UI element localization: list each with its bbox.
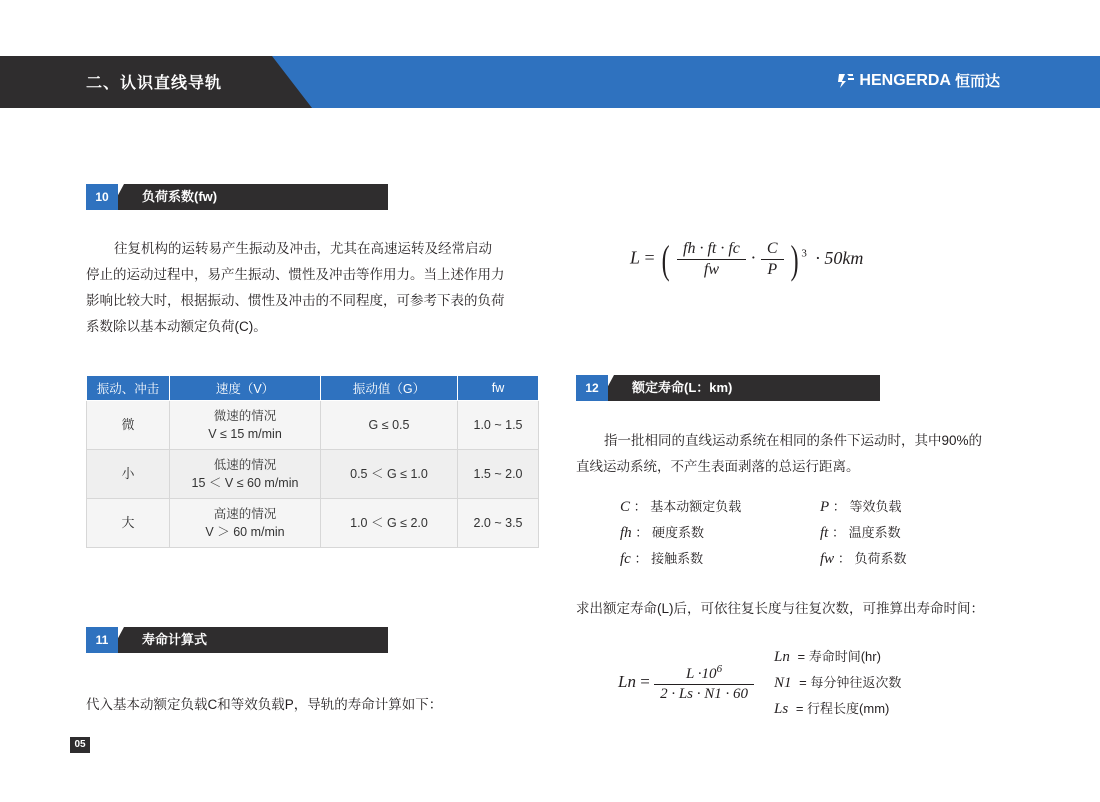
paragraph-life-time xyxy=(576,596,1016,622)
legend-separator: = xyxy=(799,675,807,690)
legend-separator: = xyxy=(797,649,806,664)
cell-speed xyxy=(170,450,321,499)
formula-exponent: 3 xyxy=(801,247,807,260)
legend-symbol: Ls xyxy=(774,701,789,717)
section-label: 寿命计算式 xyxy=(142,632,208,647)
formula-numerator: C xyxy=(761,240,784,260)
cell-speed-line2: V ＞ 60 m/min xyxy=(205,525,285,539)
table-header-row xyxy=(87,376,539,401)
legend-text: 行程长度(mm) xyxy=(807,701,890,716)
legend-symbol: ft xyxy=(820,525,829,541)
formula-paren-open: ( xyxy=(661,236,670,282)
paragraph-life-formula xyxy=(86,692,516,718)
section-header-life-formula xyxy=(86,627,388,653)
formula-equals: = xyxy=(644,247,655,268)
formula-dot: · xyxy=(750,247,757,268)
formula-fraction-1 xyxy=(677,240,746,279)
legend-symbol: fw xyxy=(820,551,835,567)
paragraph-line: 系数除以基本动额定负荷(C)。 xyxy=(86,319,267,334)
legend-text: 基本动额定负载 xyxy=(650,499,742,514)
cell-g: G ≤ 0.5 xyxy=(321,401,458,450)
legend-text: 等效负载 xyxy=(849,499,902,514)
section-header-rated-life xyxy=(576,375,880,401)
formula-equals: = xyxy=(640,671,650,691)
legend-symbol: fh xyxy=(620,525,632,541)
formula-numerator xyxy=(654,663,754,685)
table-col-header: fw xyxy=(458,376,539,401)
page-title: 二、认识直线导轨 xyxy=(86,75,223,92)
cell-fw: 1.0 ~ 1.5 xyxy=(458,401,539,450)
cell-speed-line2: 15 ＜ V ≤ 60 m/min xyxy=(191,476,299,490)
formula-lhs: L xyxy=(630,247,641,268)
paragraph-line: 影响比较大时，根据振动、惯性及冲击的不同程度，可参考下表的负荷 xyxy=(86,293,505,308)
legend-separator: ： xyxy=(635,525,649,540)
legend-symbol: Ln xyxy=(774,649,790,665)
paragraph-line: 往复机构的运转易产生振动及冲击，尤其在高速运转及经常启动 xyxy=(114,241,492,256)
formula-lhs: Ln xyxy=(618,671,636,691)
legend-item xyxy=(774,696,901,722)
legend-text: 接触系数 xyxy=(651,551,704,566)
paragraph-line: 停止的运动过程中，易产生振动、惯性及冲击等作用力。当上述作用力 xyxy=(86,267,505,282)
section-label: 负荷系数(fw) xyxy=(142,189,218,204)
cell-fw: 1.5 ~ 2.0 xyxy=(458,450,539,499)
section-number: 10 xyxy=(86,184,118,210)
formula-fraction xyxy=(654,663,754,703)
formula-numerator-exponent: 6 xyxy=(716,663,723,675)
legend-text: 寿命时间(hr) xyxy=(808,649,881,664)
cell-speed-line1: 微速的情况 xyxy=(213,409,277,423)
table-row xyxy=(87,450,539,499)
cell-speed xyxy=(170,401,321,450)
formula-paren-close: ) xyxy=(790,236,799,282)
formula-denominator: 2 · Ls · N1 · 60 xyxy=(660,686,748,702)
load-factor-table xyxy=(86,375,539,548)
table-col-header: 速度（V） xyxy=(170,376,321,401)
formula-denominator: P xyxy=(767,261,778,278)
cell-level: 微 xyxy=(87,401,170,450)
legend-text: 温度系数 xyxy=(848,525,901,540)
legend-text: 每分钟往返次数 xyxy=(810,675,902,690)
paragraph-line: 直线运动系统，不产生表面剥落的总运行距离。 xyxy=(576,459,860,474)
time-legend xyxy=(774,644,901,722)
table-col-header: 振动、冲击 xyxy=(87,376,170,401)
legend-text: 负荷系数 xyxy=(854,551,907,566)
paragraph-line: 求出额定寿命(L)后，可依往复长度与往复次数，可推算出寿命时间： xyxy=(576,601,984,616)
legend-item xyxy=(620,546,741,572)
formula-numerator: fh · ft · fc xyxy=(677,240,746,260)
cell-g: 0.5 ＜ G ≤ 1.0 xyxy=(321,450,458,499)
legend-item xyxy=(820,546,906,572)
legend-separator: ： xyxy=(634,551,648,566)
legend-item xyxy=(620,520,741,546)
section-number: 11 xyxy=(86,627,118,653)
legend-item xyxy=(820,494,906,520)
table-col-header: 振动值（G） xyxy=(321,376,458,401)
formula-fraction-2 xyxy=(761,240,784,279)
cell-g: 1.0 ＜ G ≤ 2.0 xyxy=(321,499,458,548)
formula-rated-life xyxy=(630,236,864,282)
brand-logo xyxy=(837,70,1000,91)
section-number: 12 xyxy=(576,375,608,401)
cell-level: 大 xyxy=(87,499,170,548)
legend-symbol: fc xyxy=(620,551,631,567)
legend-separator: ： xyxy=(837,551,851,566)
table-row xyxy=(87,401,539,450)
legend-separator: = xyxy=(795,701,804,716)
brand-name-en: HENGERDA xyxy=(859,71,951,89)
formula-tail: · 50km xyxy=(815,247,864,268)
legend-item xyxy=(620,494,741,520)
legend-symbol: C xyxy=(620,499,631,515)
section-header-load-factor xyxy=(86,184,388,210)
legend-symbol: N1 xyxy=(774,675,792,691)
formula-denominator: fw xyxy=(703,261,719,278)
paragraph-rated-life xyxy=(576,428,1006,480)
cell-level: 小 xyxy=(87,450,170,499)
legend-separator: ： xyxy=(633,499,647,514)
cell-speed-line2: V ≤ 15 m/min xyxy=(208,427,282,441)
paragraph-line: 代入基本动额定负载C和等效负载P，导轨的寿命计算如下： xyxy=(86,697,443,712)
formula-life-time xyxy=(618,663,754,703)
legend-item xyxy=(774,670,901,696)
legend-text: 硬度系数 xyxy=(651,525,704,540)
section-label: 额定寿命(L：km) xyxy=(632,380,733,395)
page-number: 05 xyxy=(70,737,90,753)
legend-item xyxy=(820,520,906,546)
cell-fw: 2.0 ~ 3.5 xyxy=(458,499,539,548)
cell-speed-line1: 低速的情况 xyxy=(213,458,277,472)
symbol-legend-right xyxy=(820,494,906,572)
page-header xyxy=(0,56,1100,108)
paragraph-load-factor xyxy=(86,236,506,340)
formula-numerator-text: L ·10 xyxy=(685,666,717,682)
cell-speed xyxy=(170,499,321,548)
cell-speed-line1: 高速的情况 xyxy=(213,507,277,521)
table-row xyxy=(87,499,539,548)
legend-separator: ： xyxy=(832,499,846,514)
brand-mark-icon xyxy=(837,72,855,90)
paragraph-line: 指一批相同的直线运动系统在相同的条件下运动时，其中90%的 xyxy=(604,433,983,448)
brand-name-cn: 恒而达 xyxy=(954,73,1000,90)
legend-symbol: P xyxy=(820,499,830,515)
legend-separator: ： xyxy=(831,525,845,540)
legend-item xyxy=(774,644,901,670)
symbol-legend-left xyxy=(620,494,741,572)
